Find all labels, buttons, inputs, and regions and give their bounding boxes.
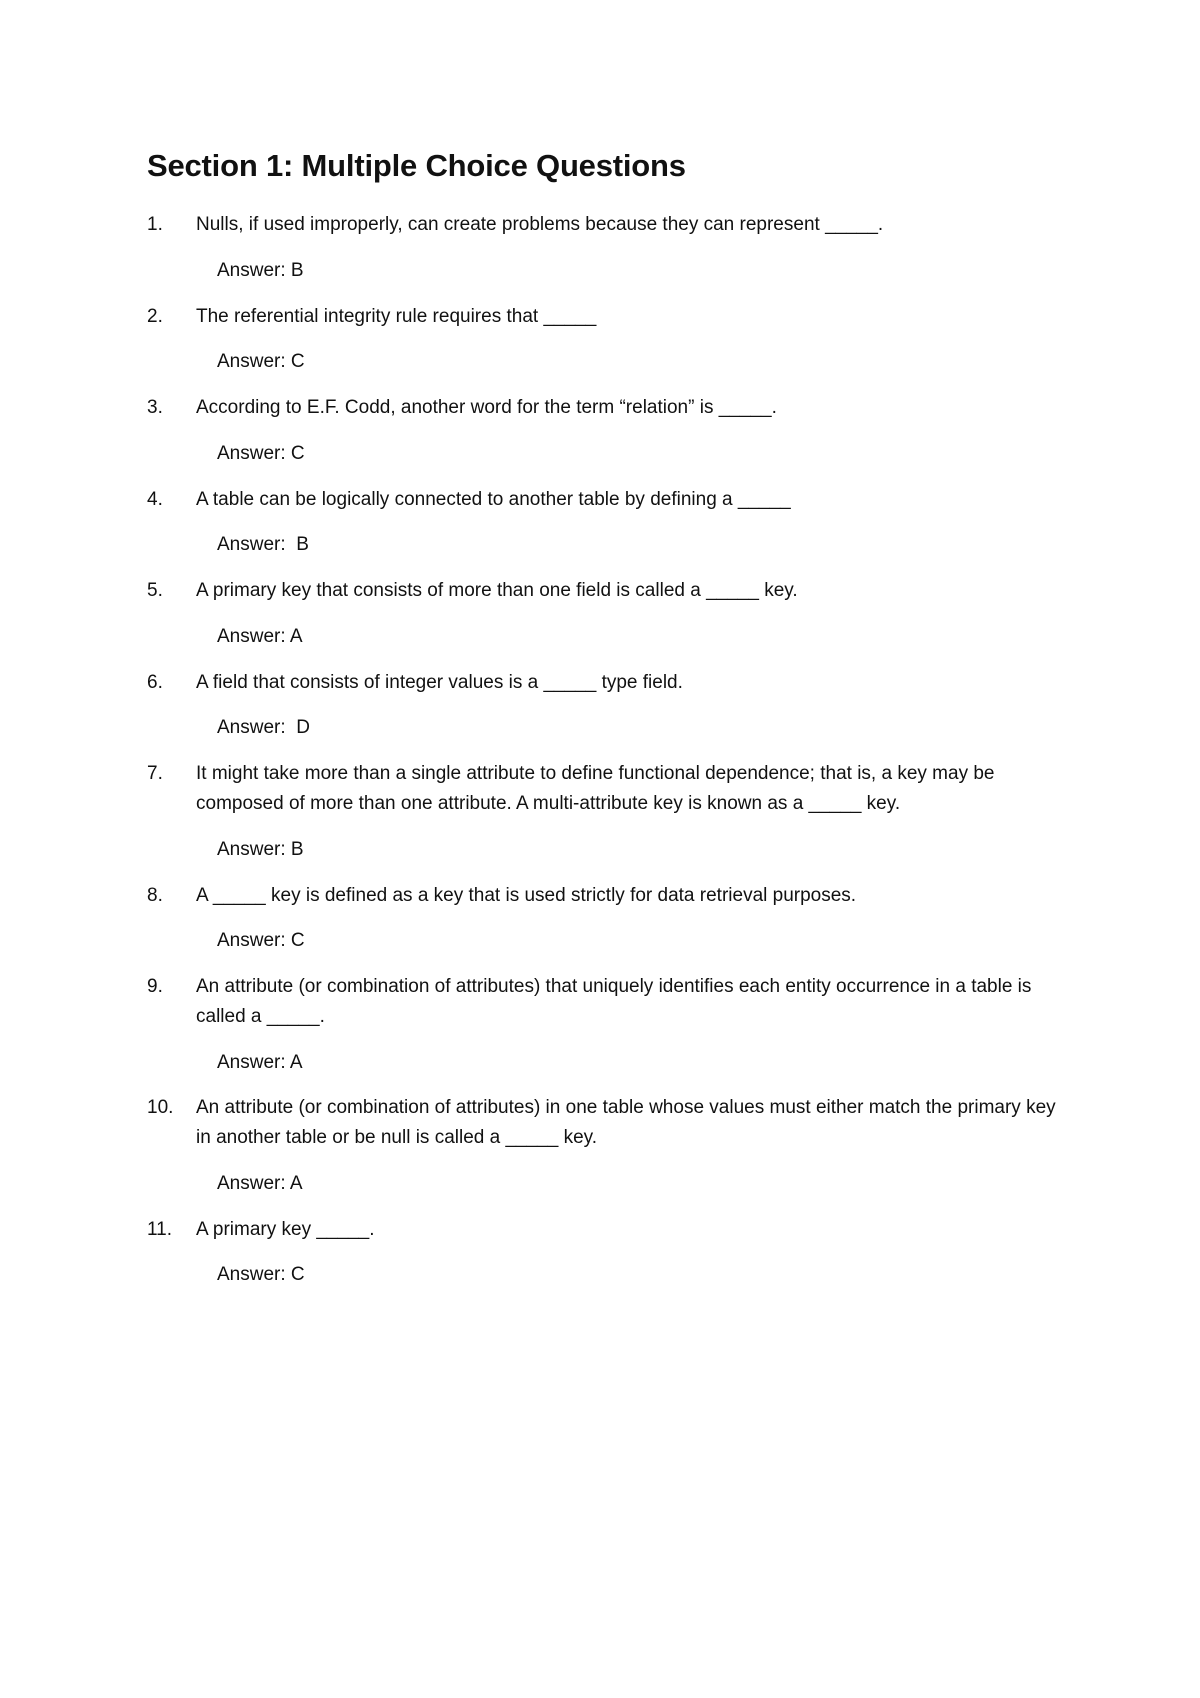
- question-text: A field that consists of integer values is a _____ type field.: [196, 672, 683, 693]
- question-text: The referential integrity rule requires that _____: [196, 306, 597, 327]
- answer-text: Answer: B: [217, 534, 309, 555]
- answer-text: Answer: A: [217, 1173, 303, 1194]
- answer-text: Answer: A: [217, 1052, 303, 1073]
- answer-text: Answer: D: [217, 717, 310, 738]
- question-text: A _____ key is defined as a key that is used strictly for data retrieval purposes.: [196, 885, 857, 906]
- question-number: 7.: [147, 763, 163, 784]
- answer-text: Answer: C: [217, 930, 305, 951]
- question-number: 5.: [147, 580, 163, 601]
- question-text: A table can be logically connected to another table by defining a _____: [196, 489, 791, 510]
- question-number: 6.: [147, 672, 163, 693]
- question-text: It might take more than a single attribute to define functional dependence; that is, a key may be composed of more than one attribute. A multi-attribute key is known as a _____ key.: [196, 763, 995, 814]
- question-number: 2.: [147, 306, 163, 327]
- question-number: 9.: [147, 976, 163, 997]
- section-title: Section 1: Multiple Choice Questions: [147, 148, 686, 183]
- question-text: Nulls, if used improperly, can create problems because they can represent _____.: [196, 214, 884, 235]
- question-number: 8.: [147, 885, 163, 906]
- question-number: 11.: [147, 1219, 173, 1240]
- question-text: A primary key _____.: [196, 1219, 375, 1240]
- question-text: A primary key that consists of more than one field is called a _____ key.: [196, 580, 798, 601]
- question-number: 4.: [147, 489, 163, 510]
- question-number: 3.: [147, 397, 163, 418]
- answer-text: Answer: B: [217, 839, 304, 860]
- question-number: 10.: [147, 1097, 174, 1118]
- answer-text: Answer: C: [217, 443, 305, 464]
- answer-text: Answer: B: [217, 260, 304, 281]
- question-text: An attribute (or combination of attributes) in one table whose values must either match the primary key in another table or be null is called a _____ key.: [196, 1097, 1056, 1148]
- answer-text: Answer: C: [217, 1264, 305, 1285]
- answer-text: Answer: A: [217, 626, 303, 647]
- answer-text: Answer: C: [217, 351, 305, 372]
- question-number: 1.: [147, 214, 163, 235]
- question-text: According to E.F. Codd, another word for the term “relation” is _____.: [196, 397, 777, 418]
- question-text: An attribute (or combination of attributes) that uniquely identifies each entity occurrence in a table is called a _____.: [196, 976, 1032, 1027]
